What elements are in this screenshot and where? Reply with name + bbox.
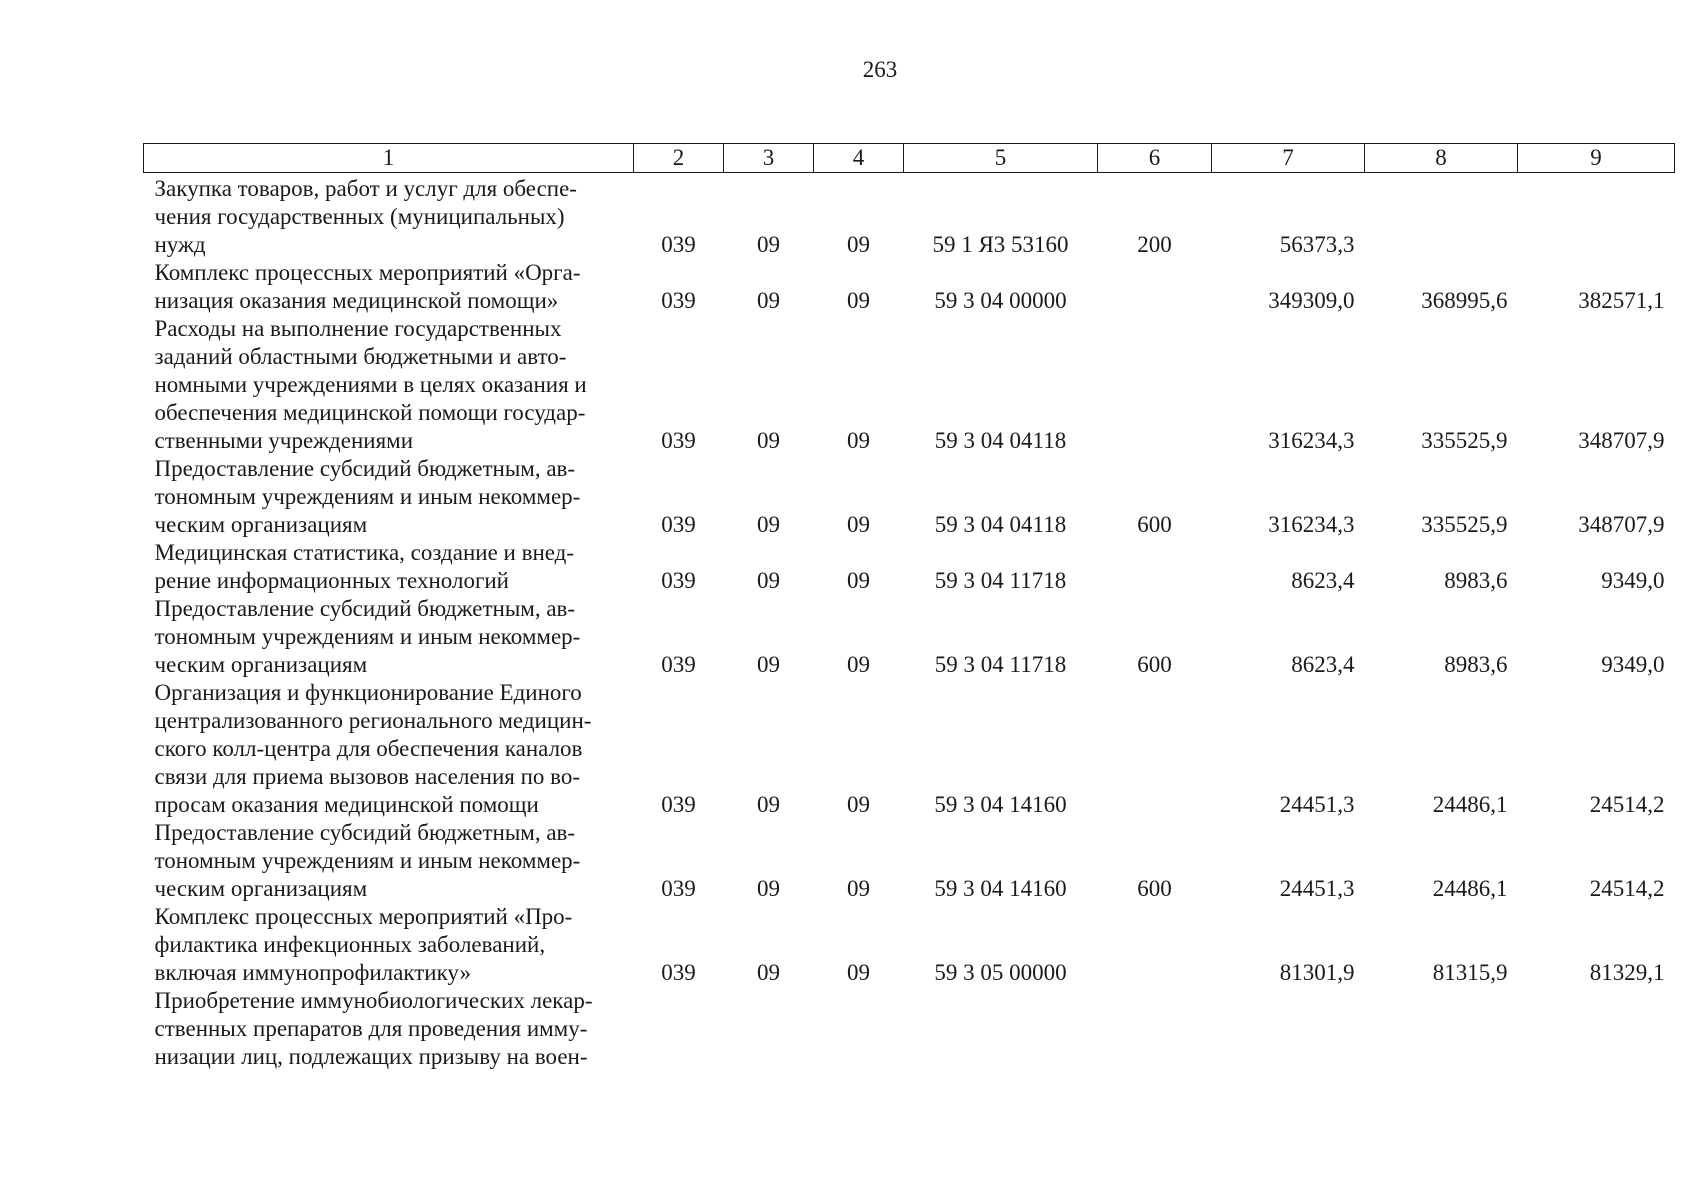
amount-year1-cell: 24451,3 [1279,876,1355,901]
page-number: 263 [862,57,898,82]
amount-year2-cell [1365,173,1518,260]
amount-year2-cell: 368995,6 [1421,288,1508,313]
table-row [144,539,1675,595]
table-row [144,679,1675,819]
item-name-cell: Медицинская статистика, создание и внед- рение информационных технологий [154,540,575,593]
section-code-cell: 039 [661,232,696,257]
expense-type-cell [1098,903,1212,987]
amount-year2-cell: 335525,9 [1421,512,1508,537]
header-cell-4: 4 [814,144,904,173]
subsection2-code-cell: 09 [847,232,870,257]
section-code-cell: 039 [661,792,696,817]
target-article-cell: 59 3 04 11718 [934,652,1067,677]
target-article-cell: 59 3 05 00000 [934,960,1067,985]
amount-year3-cell: 382571,1 [1578,288,1665,313]
header-cell-3: 3 [724,144,814,173]
item-name-cell: Предоставление субсидий бюджетным, ав- тономным учреждениям и иным некоммер- ческим организациям [154,596,581,677]
header-cell-5: 5 [904,144,1098,173]
subsection2-code-cell: 09 [847,792,870,817]
subsection-code-cell: 09 [757,428,780,453]
target-article-cell: 59 3 04 11718 [934,568,1067,593]
header-cell-7: 7 [1212,144,1365,173]
amount-year3-cell [1518,173,1675,260]
amount-year3-cell: 348707,9 [1578,512,1665,537]
amount-year2-cell: 81315,9 [1432,960,1508,985]
subsection2-code-cell: 09 [847,876,870,901]
amount-year2-cell: 8983,6 [1444,652,1508,677]
subsection2-code-cell: 09 [847,428,870,453]
expense-type-cell [1098,539,1212,595]
subsection-code-cell: 09 [757,232,780,257]
amount-year1-cell: 81301,9 [1279,960,1355,985]
header-row [144,144,1675,173]
expense-type-cell [1098,259,1212,315]
subsection2-code-cell: 09 [847,652,870,677]
table-row [144,455,1675,539]
amount-year3-cell: 348707,9 [1578,428,1665,453]
item-name-cell: Приобретение иммунобиологических лекар- ственных препаратов для проведения имму- низации лиц, подлежащих призыву на воен- [154,988,593,1069]
expense-type-cell [1098,679,1212,819]
amount-year2-cell: 24486,1 [1432,792,1508,817]
header-cell-8: 8 [1365,144,1518,173]
amount-year3-cell: 9349,0 [1601,652,1665,677]
section-code-cell [634,987,724,1071]
subsection-code-cell: 09 [757,792,780,817]
expense-type-cell: 600 [1137,512,1172,537]
amount-year3-cell: 24514,2 [1589,792,1665,817]
section-code-cell: 039 [661,652,696,677]
item-name-cell: Предоставление субсидий бюджетным, ав- тономным учреждениям и иным некоммер- ческим организациям [154,820,581,901]
target-article-cell: 59 1 Я3 53160 [932,232,1069,257]
expense-type-cell: 600 [1137,876,1172,901]
target-article-cell: 59 3 04 14160 [934,792,1067,817]
amount-year2-cell: 8983,6 [1444,568,1508,593]
section-code-cell: 039 [661,876,696,901]
target-article-cell [904,987,1098,1071]
amount-year2-cell: 335525,9 [1421,428,1508,453]
subsection-code-cell: 09 [757,288,780,313]
section-code-cell: 039 [661,568,696,593]
target-article-cell: 59 3 04 14160 [934,876,1067,901]
amount-year3-cell [1518,987,1675,1071]
expense-type-cell: 600 [1137,652,1172,677]
table-row [144,259,1675,315]
expense-type-cell [1098,987,1212,1071]
amount-year1-cell: 349309,0 [1268,288,1355,313]
table-row [144,595,1675,679]
table-row [144,819,1675,903]
section-code-cell: 039 [661,428,696,453]
amount-year3-cell: 81329,1 [1589,960,1665,985]
item-name-cell: Предоставление субсидий бюджетным, ав- тономным учреждениям и иным некоммер- ческим организациям [154,456,581,537]
subsection-code-cell: 09 [757,652,780,677]
target-article-cell: 59 3 04 04118 [934,512,1067,537]
item-name-cell: Организация и функционирование Единого централизованного регионального медицин- ского колл-центра для обеспечения каналов связи для приема вызовов населения по во- просам оказания медицинской помощи [154,680,592,817]
amount-year1-cell [1212,987,1365,1071]
item-name-cell: Комплекс процессных мероприятий «Орга- низация оказания медицинской помощи» [154,260,581,313]
amount-year2-cell: 24486,1 [1432,876,1508,901]
amount-year1-cell: 8623,4 [1291,652,1355,677]
header-cell-9: 9 [1518,144,1675,173]
expense-type-cell [1098,315,1212,455]
subsection-code-cell: 09 [757,568,780,593]
header-cell-6: 6 [1098,144,1212,173]
table-row [144,987,1675,1071]
item-name-cell: Расходы на выполнение государственных заданий областными бюджетными и авто- номными учреждениями в целях оказания и обеспечения медицинской помощи государ- ственными учреждениями [154,316,587,453]
subsection-code-cell: 09 [757,876,780,901]
table-row [144,173,1675,260]
item-name-cell: Закупка товаров, работ и услуг для обеспе- чения государственных (муниципальных) нужд [154,176,577,257]
table-header [144,144,1675,173]
amount-year3-cell: 24514,2 [1589,876,1665,901]
section-code-cell: 039 [661,288,696,313]
subsection2-code-cell: 09 [847,512,870,537]
subsection-code-cell [724,987,814,1071]
subsection2-code-cell: 09 [847,288,870,313]
section-code-cell: 039 [661,512,696,537]
target-article-cell: 59 3 04 04118 [934,428,1067,453]
header-cell-2: 2 [634,144,724,173]
section-code-cell: 039 [661,960,696,985]
amount-year1-cell: 56373,3 [1279,232,1355,257]
item-name-cell: Комплекс процессных мероприятий «Про- филактика инфекционных заболеваний, включая иммунопрофилактику» [154,904,573,985]
table-row [144,903,1675,987]
subsection2-code-cell: 09 [847,960,870,985]
expense-type-cell: 200 [1137,232,1172,257]
target-article-cell: 59 3 04 00000 [934,288,1067,313]
amount-year1-cell: 8623,4 [1291,568,1355,593]
amount-year1-cell: 24451,3 [1279,792,1355,817]
amount-year2-cell [1365,987,1518,1071]
header-cell-1: 1 [144,144,634,173]
budget-table [143,143,1675,1071]
table-body [144,173,1675,1072]
amount-year1-cell: 316234,3 [1268,428,1355,453]
amount-year3-cell: 9349,0 [1601,568,1665,593]
amount-year1-cell: 316234,3 [1268,512,1355,537]
subsection2-code-cell [814,987,904,1071]
subsection-code-cell: 09 [757,512,780,537]
subsection-code-cell: 09 [757,960,780,985]
table-row [144,315,1675,455]
subsection2-code-cell: 09 [847,568,870,593]
